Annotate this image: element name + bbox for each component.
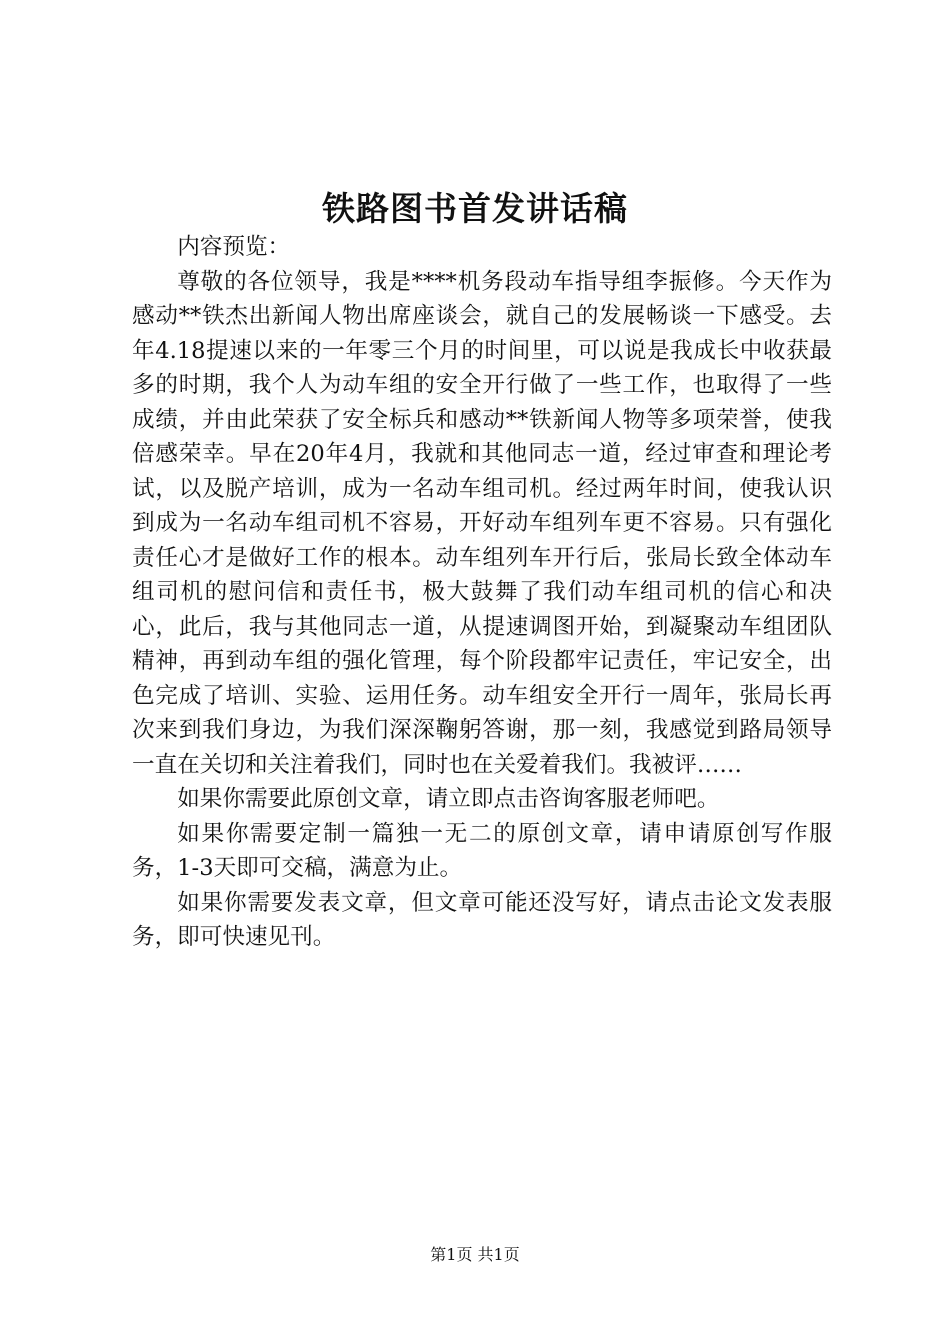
document-body [132, 230, 832, 955]
paragraph-speech: 尊敬的各位领导，我是****机务段动车指导组李振修。今天作为感动**铁杰出新闻人物出席座谈会，就自己的发展畅谈一下感受。去年4.18提速以来的一年零三个月的时间里，可以说是我成长中收获最多的时期，我个人为动车组的安全开行做了一些工作，也取得了一些成绩，并由此荣获了安全标兵和感动**铁新闻人物等多项荣誉，使我倍感荣幸。早在20年4月，我就和其他同志一道，经过审查和理论考试，以及脱产培训，成为一名动车组司机。经过两年时间，使我认识到成为一名动车组司机不容易，开好动车组列车更不容易。只有强化责任心才是做好工作的根本。动车组列车开行后，张局长致全体动车组司机的慰问信和责任书，极大鼓舞了我们动车组司机的信心和决心，此后，我与其他同志一道，从提速调图开始，到凝聚动车组团队精神，再到动车组的强化管理，每个阶段都牢记责任，牢记安全，出色完成了培训、实验、运用任务。动车组安全开行一周年，张局长再次来到我们身边，为我们深深鞠躬答谢，那一刻，我感觉到路局领导一直在关切和关注着我们，同时也在关爱着我们。我被评…… [132, 268, 832, 778]
paragraph-publishing: 如果你需要发表文章，但文章可能还没写好，请点击论文发表服务，即可快速见刊。 [132, 889, 832, 950]
paragraph-custom-writing: 如果你需要定制一篇独一无二的原创文章，请申请原创写作服务，1-3天即可交稿，满意为止。 [132, 820, 832, 881]
preview-label: 内容预览： [177, 234, 291, 260]
document-title: 铁路图书首发讲话稿 [322, 189, 628, 228]
page-footer: 第1页 共1页 [430, 1245, 520, 1264]
paragraph-consult: 如果你需要此原创文章，请立即点击咨询客服老师吧。 [177, 786, 720, 812]
